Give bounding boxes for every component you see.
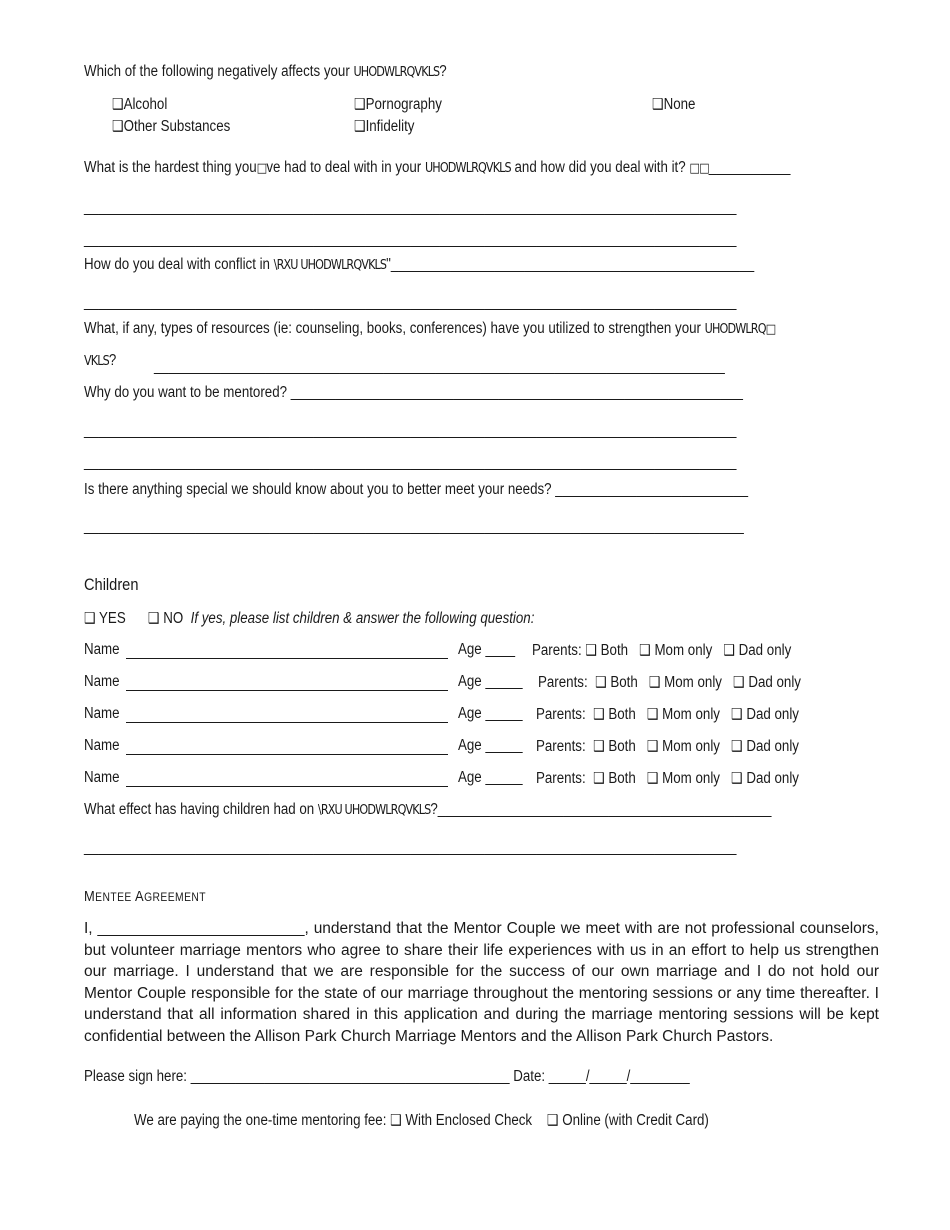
age-blank[interactable]: _____ [485,769,523,786]
checkbox-mom-icon[interactable]: ❑ [646,769,659,787]
parents-options [536,737,799,756]
both-label: Both [608,770,636,787]
checkbox-icon[interactable]: ❑ [354,117,366,135]
heading-letter: M [84,888,96,905]
garbled-text: \RXU UHODWLRQVKLS [317,803,431,818]
question-text: What, if any, types of resources (ie: counseling, books, conferences) have you utilized to strengthen your [84,320,705,337]
question-children-effect [84,801,771,820]
name-label: Name [84,673,120,690]
both-label: Both [600,642,629,659]
check-option-label: With Enclosed Check [405,1112,533,1129]
question-text: Is there anything special we should know about you to better meet your needs? [84,481,556,498]
question-suffix: ? [108,352,117,369]
checkbox-mom-icon[interactable]: ❑ [646,737,659,755]
answer-blank-line[interactable]: ________________________________________________________________________________________ [84,422,737,439]
name-input-line[interactable] [126,786,448,787]
garbled-text: UHODWLRQVKLS [424,161,511,176]
fee-row [134,1111,709,1130]
online-option-label: Online (with Credit Card) [562,1112,709,1129]
answer-blank[interactable]: ___________ [708,159,791,176]
question-negative-affects [84,63,447,82]
parents-label: Parents: [536,738,586,755]
dad-label: Dad only [746,770,799,787]
name-input-line[interactable] [126,754,448,755]
agreement-text: Marriage Mentors and the [390,1027,576,1045]
question-suffix: ? [439,63,447,80]
signature-label: Please sign here: [84,1068,191,1085]
parents-options [532,641,791,660]
no-label: NO [163,610,184,627]
parents-options [536,769,799,788]
parents-options [538,673,801,692]
both-label: Both [608,706,636,723]
fee-label: We are paying the one-time mentoring fee: [134,1112,391,1129]
parents-label: Parents: [532,642,582,659]
checkbox-yes-icon[interactable]: ❑ [84,609,96,627]
date-blank[interactable]: _____/_____/________ [548,1068,690,1085]
checkbox-mom-icon[interactable]: ❑ [646,705,659,723]
answer-blank-line[interactable]: ________________________________________________________________________________________ [84,454,737,471]
question-text: What is the hardest thing you [84,159,257,176]
checkbox-online-icon[interactable]: ❑ [546,1111,559,1129]
question-text: How do you deal with conflict in [84,256,274,273]
age-blank[interactable]: _____ [485,737,523,754]
date-label: Date: [509,1068,549,1085]
mom-label: Mom only [662,770,720,787]
option-label: Pornography [365,96,442,113]
answer-blank-line[interactable]: ________________________________________________________________________________________ [84,231,737,248]
answer-blank-line[interactable]: _____________________________________________________________________________ [154,358,725,375]
checkbox-icon[interactable]: ❑ [652,95,664,113]
signature-blank[interactable]: ___________________________________________ [190,1068,510,1085]
dad-label: Dad only [738,642,792,659]
church-name: Allison Park Church [576,1027,713,1045]
checkbox-both-icon[interactable]: ❑ [585,641,597,659]
parents-options [536,705,799,724]
both-label: Both [610,674,638,691]
checkbox-icon[interactable]: ❑ [112,117,124,135]
question-suffix: " [386,256,391,273]
question-special [84,481,748,499]
name-input-line[interactable] [126,690,448,691]
name-label: Name [84,769,120,786]
checkbox-dad-icon[interactable]: ❑ [731,769,743,787]
heading-text: GREEMENT [144,890,207,904]
missing-glyph-icon: □ [765,322,776,337]
question-text: Why do you want to be mentored? [84,384,291,401]
agreement-heading [84,888,206,906]
question-mentored [84,384,743,402]
option-label: Infidelity [365,118,415,135]
age-label: Age [458,673,482,690]
checkbox-both-icon[interactable]: ❑ [593,737,605,755]
checkbox-dad-icon[interactable]: ❑ [733,673,745,691]
answer-blank[interactable]: _________________________________________________ [390,256,755,273]
name-label: Name [84,705,120,722]
age-field[interactable] [458,737,523,755]
name-input-line[interactable] [126,722,448,723]
age-field[interactable] [458,673,523,691]
children-instruction: If yes, please list children & answer the following question: [190,610,535,627]
mom-label: Mom only [662,706,720,723]
question-text: and how did you deal with it? [510,159,690,176]
checkbox-check-icon[interactable]: ❑ [390,1111,402,1129]
age-label: Age [458,737,482,754]
answer-blank[interactable]: _____________________________________________________________ [290,384,743,401]
option-label: Other Substances [123,118,231,135]
checkbox-dad-icon[interactable]: ❑ [731,705,743,723]
name-input-line[interactable] [126,658,448,659]
age-field[interactable] [458,769,523,787]
garbled-text: VKLS [84,354,109,369]
heading-text: ENTEE [95,890,136,904]
mom-label: Mom only [664,674,722,691]
age-label: Age [458,641,482,658]
answer-blank[interactable]: _____________________________________________ [437,801,772,818]
age-label: Age [458,705,482,722]
children-heading: Children [84,575,139,594]
dad-label: Dad only [746,706,799,723]
question-suffix: ? [430,801,438,818]
missing-glyph-icon: □ [256,161,267,176]
garbled-text: UHODWLRQ [704,322,766,337]
checkbox-mom-icon[interactable]: ❑ [648,673,661,691]
agreement-text: I, ________________________, understand that the Mentor Couple we meet with are not professional counselors, but volunteer marriage mentors who agree to share their life experiences with us in an effort to help us strengthen our marriage. I understand that we are responsible for the success of our own marriage and I do not hold our Mentor Couple responsible for the state of our marriage throughout the mentoring sessions or any time thereafter. I understand that all information shared in this application and during the marriage mentoring sessions will be kept confidential between the [84,920,879,1045]
checkbox-both-icon[interactable]: ❑ [593,769,605,787]
name-label: Name [84,641,120,658]
option-infidelity[interactable] [354,117,414,136]
answer-blank-line[interactable]: ________________________________________________________________________________________ [84,199,737,216]
question-resources-cont [84,352,116,371]
church-name: Allison Park Church [254,1027,391,1045]
option-label: None [663,96,696,113]
parents-label: Parents: [538,674,588,691]
age-label: Age [458,769,482,786]
option-other-substances[interactable] [112,117,230,136]
checkbox-dad-icon[interactable]: ❑ [723,641,735,659]
missing-glyph-icon: □□ [689,161,709,176]
dad-label: Dad only [746,738,799,755]
agreement-paragraph [84,918,879,1047]
heading-letter: A [135,888,145,905]
option-label: Alcohol [123,96,168,113]
question-hardest-thing [84,159,790,178]
parents-label: Parents: [536,706,586,723]
checkbox-both-icon[interactable]: ❑ [595,673,607,691]
yes-label: YES [99,610,126,627]
children-yes-no-row [84,609,534,628]
name-label: Name [84,737,120,754]
agreement-text: Pastors. [712,1027,774,1045]
answer-blank-line[interactable]: ________________________________________________________________________________________ [84,294,737,311]
age-field[interactable] [458,705,523,723]
checkbox-icon[interactable]: ❑ [354,95,366,113]
mom-label: Mom only [662,738,720,755]
checkbox-icon[interactable]: ❑ [112,95,124,113]
question-text: ve had to deal with in your [266,159,425,176]
answer-blank-line[interactable]: _________________________________________________________________________________________ [84,518,744,535]
age-blank[interactable]: _____ [485,673,523,690]
question-text: What effect has having children had on [84,801,318,818]
checkbox-no-icon[interactable]: ❑ [147,609,160,627]
option-alcohol[interactable] [112,95,167,114]
dad-label: Dad only [748,674,801,691]
answer-blank-line[interactable]: ________________________________________________________________________________________ [84,839,737,856]
age-blank[interactable]: ____ [485,641,516,658]
checkbox-dad-icon[interactable]: ❑ [731,737,743,755]
mom-label: Mom only [654,642,713,659]
checkbox-mom-icon[interactable]: ❑ [639,641,651,659]
checkbox-both-icon[interactable]: ❑ [593,705,605,723]
question-text: Which of the following negatively affects your [84,63,354,80]
age-field[interactable] [458,641,515,659]
parents-label: Parents: [536,770,586,787]
answer-blank[interactable]: __________________________ [555,481,749,498]
garbled-text: UHODWLRQVKLS [353,65,440,80]
question-resources [84,320,775,339]
garbled-text: \RXU UHODWLRQVKLS [273,258,387,273]
option-none[interactable] [652,95,695,114]
age-blank[interactable]: _____ [485,705,523,722]
both-label: Both [608,738,636,755]
option-pornography[interactable] [354,95,442,114]
signature-row [84,1068,690,1086]
question-conflict [84,256,754,275]
